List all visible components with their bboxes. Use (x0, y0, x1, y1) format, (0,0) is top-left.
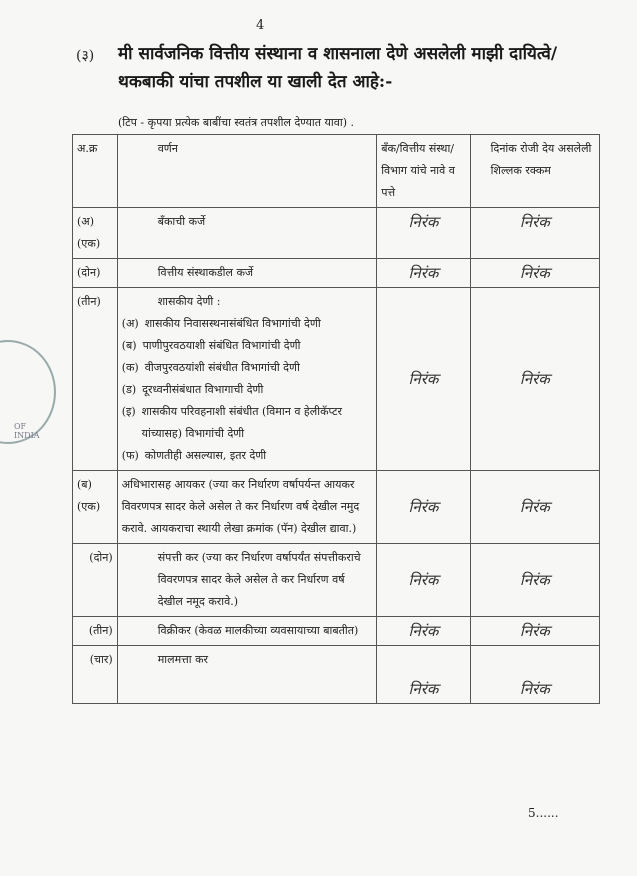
official-stamp: OF INDIA (0, 340, 56, 444)
sub-item-key: (क) (121, 361, 139, 374)
row-serial: (तीन) (73, 288, 118, 471)
row-description: बँकाची कर्जे (117, 208, 377, 259)
sub-item-text: कोणतीही असल्यास, इतर देणी (144, 449, 267, 462)
row-amount: निरंक (470, 208, 599, 259)
row-amount: निरंक (470, 471, 599, 544)
row-serial: (दोन) (73, 544, 118, 617)
row-institution: निरंक (377, 288, 470, 471)
header-amount: दिनांक रोजी देय असलेली शिल्लक रक्कम (470, 135, 599, 208)
row-description-title: शासकीय देणी : (157, 295, 221, 308)
liabilities-table (72, 134, 600, 704)
table-row (73, 259, 600, 288)
sub-item (122, 357, 373, 379)
sub-item (122, 335, 373, 357)
sub-item-key: (इ) (121, 405, 136, 418)
table-row (73, 646, 600, 704)
sub-item-text: पाणीपुरवठयाशी संबंधित विभागांची देणी (142, 339, 301, 352)
section-heading: मी सार्वजनिक वित्तीय संस्थाना व शासनाला देणे असलेली माझी दायित्वे/ थकबाकी यांचा तपशील या खाली देत आहे:- (118, 44, 558, 92)
row-description: अधिभारासह आयकर (ज्या कर निर्धारण वर्षापर्यन्त आयकर विवरणपत्र सादर केले असेल ते कर निर्धारण वर्ष देखील नमुद करावे. आयकराचा स्थायी लेखा क्रमांक (पॅन) देखील द्यावा.) (117, 471, 377, 544)
sub-item-text: वीजपुरवठयांशी संबंधीत विभागांची देणी (144, 361, 300, 374)
row-serial: (दोन) (73, 259, 118, 288)
sub-item (122, 401, 373, 445)
header-serial: अ.क्र (73, 135, 118, 208)
sub-item (122, 379, 373, 401)
row-amount: निरंक (470, 617, 599, 646)
row-amount: निरंक (470, 259, 599, 288)
table-row (73, 544, 600, 617)
table-row (73, 288, 600, 471)
row-amount: निरंक (470, 544, 599, 617)
row-serial: (तीन) (73, 617, 118, 646)
sub-item-text: दूरध्वनीसंबंधात विभागाची देणी (142, 383, 264, 396)
row-institution: निरंक (377, 208, 470, 259)
table-row (73, 617, 600, 646)
row-description: वित्तीय संस्थाकडील कर्जे (117, 259, 377, 288)
section-number: (३) (76, 48, 95, 64)
page-number: 4 (256, 18, 265, 33)
next-page-indicator: 5...... (528, 806, 559, 820)
row-description: मालमत्ता कर (117, 646, 377, 704)
row-institution: निरंक (377, 646, 470, 704)
sub-item (122, 445, 373, 467)
row-serial: (चार) (73, 646, 118, 704)
sub-item-key: (ड) (121, 383, 137, 396)
note: (टिप - कृपया प्रत्येक बाबींचा स्वतंत्र तपशील देण्यात यावा) . (118, 116, 355, 129)
row-institution: निरंक (377, 471, 470, 544)
row-description: संपत्ती कर (ज्या कर निर्धारण वर्षापर्यंत संपत्तीकराचे विवरणपत्र सादर केले असेल ते कर निर्धारण वर्ष देखील नमूद करावे.) (117, 544, 377, 617)
sub-item-key: (अ) (121, 317, 139, 330)
header-row (73, 135, 600, 208)
table-row (73, 471, 600, 544)
sub-item-key: (ब) (121, 339, 137, 352)
row-amount: निरंक (470, 646, 599, 704)
row-serial: (ब)(एक) (73, 471, 118, 544)
row-institution: निरंक (377, 259, 470, 288)
header-description: वर्णन (117, 135, 377, 208)
sub-item (122, 313, 373, 335)
header-institution: बँक/वित्तीय संस्था/ विभाग यांचे नावे व पत्ते (377, 135, 470, 208)
sub-item-text: शासकीय परिवहनाशी संबंधीत (विमान व हेलीकॅप्टर यांच्यासह) विभागांची देणी (141, 405, 343, 440)
row-institution: निरंक (377, 617, 470, 646)
row-institution: निरंक (377, 544, 470, 617)
row-serial: (अ)(एक) (73, 208, 118, 259)
row-amount: निरंक (470, 288, 599, 471)
row-description (117, 288, 377, 471)
table-row (73, 208, 600, 259)
sub-item-text: शासकीय निवासस्थनासंबंधित विभागांची देणी (144, 317, 321, 330)
row-description: विक्रीकर (केवळ मालकीच्या व्यवसायाच्या बाबतीत) (117, 617, 377, 646)
sub-item-key: (फ) (121, 449, 139, 462)
